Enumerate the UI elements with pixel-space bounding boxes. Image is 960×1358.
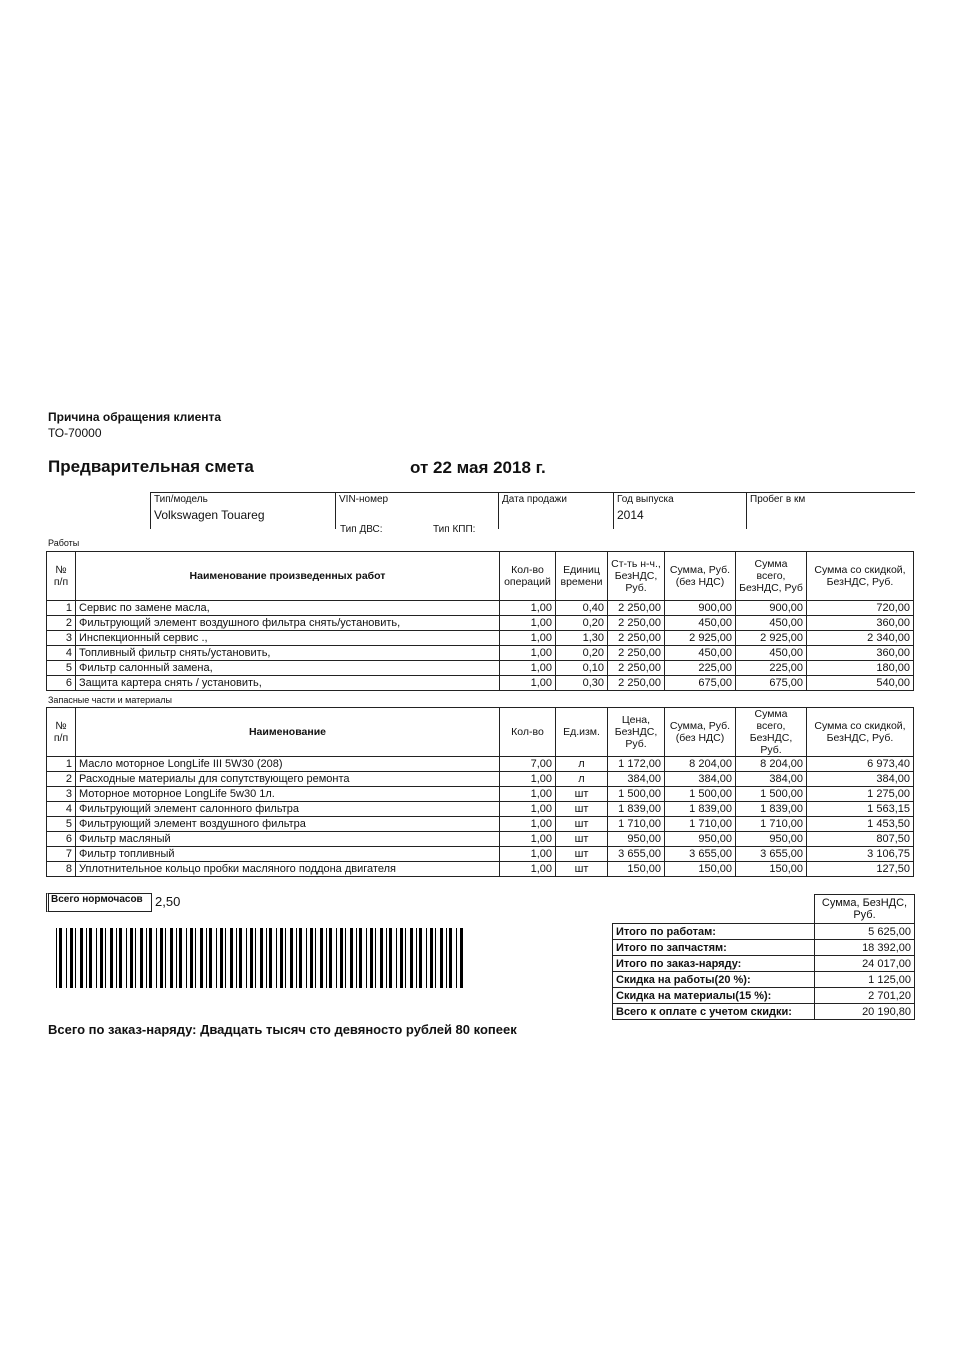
parts-cell: 384,00 [736,772,807,787]
barcode-bar [230,928,233,988]
barcode-bar [70,928,73,988]
barcode-bar [386,928,387,988]
parts-cell: 1 [47,757,76,772]
vehicle-info-table [150,492,915,529]
works-cell: 450,00 [736,616,807,631]
parts-cell: 3 655,00 [665,847,736,862]
works-cell: 1 [47,601,76,616]
parts-col-name: Наименование [76,708,500,757]
barcode-bar [280,928,283,988]
works-row [47,661,914,676]
works-cell: 1,00 [500,601,556,616]
parts-cell: 1 275,00 [807,787,914,802]
works-cell: 225,00 [665,661,736,676]
works-cell: Топливный фильтр снять/установить, [76,646,500,661]
totals-value: 18 392,00 [815,940,915,956]
works-cell: 450,00 [736,646,807,661]
parts-cell: 1 453,50 [807,817,914,832]
works-cell: 900,00 [665,601,736,616]
parts-cell: Расходные материалы для сопутствующего ремонта [76,772,500,787]
works-cell: 450,00 [665,616,736,631]
parts-col-qty: Кол-во [500,708,556,757]
works-col-num: № п/п [47,552,76,601]
works-row [47,631,914,646]
barcode-bar [140,928,143,988]
totals-row [613,988,915,1004]
parts-cell: 1 500,00 [608,787,665,802]
barcode-bar [396,928,397,988]
barcode-bar [236,928,237,988]
works-cell: 0,10 [556,661,608,676]
works-header-row [47,552,914,601]
parts-table [46,707,914,877]
parts-cell: 1 500,00 [665,787,736,802]
barcode-image [56,928,466,988]
totals-header: Сумма, БезНДС, Руб. [815,895,915,924]
barcode-bar [86,928,87,988]
parts-col-price: Цена, БезНДС, Руб. [608,708,665,757]
gearbox-type-label: Тип КПП: [433,524,476,535]
parts-cell: 3 106,75 [807,847,914,862]
works-cell: 2 250,00 [608,661,665,676]
barcode-bar [170,928,173,988]
barcode-bar [146,928,147,988]
parts-cell: 6 [47,832,76,847]
parts-cell: 950,00 [608,832,665,847]
works-cell: 0,20 [556,646,608,661]
year-value: 2014 [617,508,644,522]
parts-cell: 807,50 [807,832,914,847]
works-cell: 2 925,00 [665,631,736,646]
barcode-bar [285,928,286,988]
model-value: Volkswagen Touareg [154,508,265,522]
barcode-bar [200,928,203,988]
works-col-total: Сумма всего, БезНДС, Руб [736,552,807,601]
barcode-bar [220,928,223,988]
works-col-time: Единиц времени [556,552,608,601]
barcode-bar [299,928,302,988]
totals-table [612,894,915,1020]
works-cell: 675,00 [736,676,807,691]
hours-label: Всего нормочасов [46,893,152,912]
barcode-bar [75,928,76,988]
totals-label: Итого по заказ-наряду: [613,956,815,972]
works-col-sum: Сумма, Руб. (без НДС) [665,552,736,601]
barcode-bar [405,928,406,988]
works-cell: 2 250,00 [608,616,665,631]
barcode-bar [130,928,133,988]
barcode-bar [176,928,177,988]
totals-value: 1 125,00 [815,972,915,988]
parts-cell: шт [556,862,608,877]
parts-cell: 1,00 [500,787,556,802]
works-cell: 2 340,00 [807,631,914,646]
parts-cell: 1 839,00 [608,802,665,817]
barcode-bar [306,928,307,988]
works-row [47,601,914,616]
works-cell: 1,00 [500,676,556,691]
parts-cell: Фильтрующий элемент воздушного фильтра [76,817,500,832]
totals-label: Всего к оплате с учетом скидки: [613,1004,815,1020]
parts-cell: Уплотнительное кольцо пробки масляного поддона двигателя [76,862,500,877]
barcode-bar [116,928,117,988]
parts-col-unit: Ед.изм. [556,708,608,757]
barcode-bar [195,928,196,988]
totals-row [613,1004,915,1020]
barcode-bar [59,928,62,988]
parts-cell: 1 563,15 [807,802,914,817]
parts-cell: 150,00 [608,862,665,877]
parts-cell: 3 655,00 [736,847,807,862]
works-cell: 180,00 [807,661,914,676]
barcode-bar [186,928,187,988]
barcode-bar [105,928,106,988]
parts-cell: 5 [47,817,76,832]
parts-header-row [47,708,914,757]
works-row [47,616,914,631]
parts-row [47,862,914,877]
totals-row [613,940,915,956]
barcode-bar [276,928,277,988]
parts-cell: 1 500,00 [736,787,807,802]
parts-row [47,832,914,847]
parts-cell: 8 204,00 [736,757,807,772]
barcode-bar [410,928,413,988]
barcode-bar [426,928,427,988]
parts-col-num: № п/п [47,708,76,757]
parts-cell: 950,00 [736,832,807,847]
total-in-words: Всего по заказ-наряду: Двадцать тысяч сто девяносто рублей 80 копеек [48,1022,517,1037]
year-cell [614,493,747,530]
parts-cell: 1,00 [500,832,556,847]
parts-cell: шт [556,832,608,847]
barcode-bar [126,928,127,988]
parts-cell: 150,00 [736,862,807,877]
parts-cell: 150,00 [665,862,736,877]
model-cell [151,493,336,530]
barcode-bar [255,928,256,988]
parts-cell: шт [556,847,608,862]
barcode-bar [340,928,343,988]
sale-date-label: Дата продажи [502,494,567,505]
barcode-bar [370,928,373,988]
barcode-bar [56,928,57,988]
parts-cell: Моторное моторное LongLife 5w30 1л. [76,787,500,802]
year-label: Год выпуска [617,494,674,505]
barcode-bar [260,928,263,988]
parts-cell: 1,00 [500,847,556,862]
barcode-bar [100,928,103,988]
works-cell: 675,00 [665,676,736,691]
barcode-bar [400,928,403,988]
barcode-bar [329,928,332,988]
parts-row [47,847,914,862]
works-cell: 0,40 [556,601,608,616]
parts-cell: 4 [47,802,76,817]
barcode-bar [430,928,433,988]
reason-label: Причина обращения клиента [48,410,222,424]
works-cell: 225,00 [736,661,807,676]
works-cell: 6 [47,676,76,691]
document-title: Предварительная смета [48,457,254,476]
parts-cell: 950,00 [665,832,736,847]
works-cell: 1,30 [556,631,608,646]
barcode-bar [310,928,313,988]
barcode-bar [66,928,67,988]
totals-label: Скидка на работы(20 %): [613,972,815,988]
parts-row [47,772,914,787]
barcode-bar [456,928,457,988]
parts-cell: 3 [47,787,76,802]
parts-cell: шт [556,802,608,817]
parts-cell: л [556,757,608,772]
works-cell: 360,00 [807,616,914,631]
totals-value: 24 017,00 [815,956,915,972]
works-cell: Фильтрующий элемент воздушного фильтра снять/установить, [76,616,500,631]
works-cell: 1,00 [500,631,556,646]
works-cell: 0,30 [556,676,608,691]
parts-cell: 3 655,00 [608,847,665,862]
works-section-label: Работы [48,538,80,548]
works-cell: 1,00 [500,646,556,661]
parts-cell: 384,00 [608,772,665,787]
barcode-bar [366,928,367,988]
barcode-bar [149,928,152,988]
works-col-qty: Кол-во операций [500,552,556,601]
parts-cell: 8 204,00 [665,757,736,772]
parts-cell: шт [556,787,608,802]
parts-section-label: Запасные части и материалы [48,695,172,705]
works-row [47,676,914,691]
barcode-bar [225,928,226,988]
barcode-bar [449,928,452,988]
parts-cell: 1 172,00 [608,757,665,772]
mileage-label: Пробег в км [750,494,806,505]
barcode-bar [419,928,422,988]
works-cell: 2 250,00 [608,601,665,616]
barcode-bar [160,928,163,988]
parts-cell: шт [556,817,608,832]
parts-cell: 384,00 [807,772,914,787]
parts-col-total: Сумма всего, БезНДС, Руб. [736,708,807,757]
parts-cell: 1,00 [500,817,556,832]
works-cell: Инспекционный сервис ., [76,631,500,646]
parts-cell: 1,00 [500,802,556,817]
document-date: от 22 мая 2018 г. [410,458,546,477]
works-cell: 2 [47,616,76,631]
mileage-cell [747,493,916,530]
works-col-rate: Ст-ть н-ч., БезНДС, Руб. [608,552,665,601]
works-cell: 1,00 [500,616,556,631]
parts-cell: 127,50 [807,862,914,877]
works-cell: 0,20 [556,616,608,631]
barcode-bar [435,928,436,988]
works-cell: 2 250,00 [608,631,665,646]
works-col-name: Наименование произведенных работ [76,552,500,601]
barcode-bar [239,928,242,988]
hours-value: 2,50 [155,894,181,909]
barcode-bar [190,928,193,988]
barcode-bar [165,928,166,988]
model-label: Тип/модель [154,494,208,505]
works-cell: 2 925,00 [736,631,807,646]
barcode-bar [326,928,327,988]
works-cell: 2 250,00 [608,646,665,661]
barcode-bar [269,928,272,988]
works-col-discounted: Сумма со скидкой, БезНДС, Руб. [807,552,914,601]
totals-label: Итого по работам: [613,924,815,940]
barcode-bar [209,928,212,988]
works-cell: 3 [47,631,76,646]
parts-cell: л [556,772,608,787]
barcode-bar [216,928,217,988]
works-cell: 5 [47,661,76,676]
parts-cell: 8 [47,862,76,877]
parts-cell: Масло моторное LongLife III 5W30 (208) [76,757,500,772]
parts-cell: Фильтрующий элемент салонного фильтра [76,802,500,817]
vin-label: VIN-номер [339,494,389,505]
works-cell: Сервис по замене масла, [76,601,500,616]
parts-cell: 1 710,00 [665,817,736,832]
barcode-bar [156,928,157,988]
works-cell: 720,00 [807,601,914,616]
barcode-bar [96,928,97,988]
barcode-bar [356,928,357,988]
barcode-bar [416,928,417,988]
parts-cell: 1,00 [500,862,556,877]
barcode-bar [320,928,323,988]
parts-row [47,802,914,817]
barcode-bar [375,928,376,988]
totals-label: Скидка на материалы(15 %): [613,988,815,1004]
works-table [46,551,914,691]
barcode-bar [359,928,362,988]
parts-cell: Фильтр топливный [76,847,500,862]
barcode-bar [389,928,392,988]
totals-row [613,956,915,972]
barcode-bar [315,928,316,988]
barcode-bar [440,928,443,988]
barcode-bar [460,928,463,988]
totals-label: Итого по запчастям: [613,940,815,956]
barcode-bar [266,928,267,988]
barcode-bar [179,928,182,988]
totals-header-row [613,895,915,924]
parts-cell: 1 839,00 [665,802,736,817]
parts-cell: Фильтр масляный [76,832,500,847]
barcode-bar [119,928,122,988]
works-cell: 450,00 [665,646,736,661]
parts-row [47,817,914,832]
totals-row [613,924,915,940]
parts-col-discounted: Сумма со скидкой, БезНДС, Руб. [807,708,914,757]
works-row [47,646,914,661]
engine-type-label: Тип ДВС: [340,524,383,535]
works-cell: 540,00 [807,676,914,691]
works-cell: 1,00 [500,661,556,676]
parts-row [47,757,914,772]
parts-cell: 7,00 [500,757,556,772]
works-cell: 360,00 [807,646,914,661]
barcode-bar [250,928,253,988]
totals-row [613,972,915,988]
barcode-bar [336,928,337,988]
reason-value: ТО-70000 [48,426,102,440]
barcode-bar [89,928,92,988]
barcode-bar [345,928,346,988]
barcode-bar [206,928,207,988]
parts-cell: 384,00 [665,772,736,787]
works-cell: 900,00 [736,601,807,616]
totals-value: 2 701,20 [815,988,915,1004]
barcode-bar [135,928,136,988]
sale-date-cell [499,493,614,530]
barcode-bar [380,928,383,988]
barcode-bar [290,928,293,988]
parts-cell: 6 973,40 [807,757,914,772]
parts-cell: 1 710,00 [608,817,665,832]
barcode-bar [446,928,447,988]
totals-value: 20 190,80 [815,1004,915,1020]
barcode-bar [296,928,297,988]
totals-value: 5 625,00 [815,924,915,940]
parts-cell: 2 [47,772,76,787]
barcode-bar [110,928,113,988]
parts-col-sum: Сумма, Руб. (без НДС) [665,708,736,757]
works-cell: Защита картера снять / установить, [76,676,500,691]
parts-cell: 1 839,00 [736,802,807,817]
barcode-bar [246,928,247,988]
works-cell: 4 [47,646,76,661]
parts-cell: 1,00 [500,772,556,787]
barcode-bar [350,928,353,988]
works-cell: Фильтр салонный замена, [76,661,500,676]
barcode-bar [80,928,83,988]
parts-cell: 7 [47,847,76,862]
works-cell: 2 250,00 [608,676,665,691]
totals-header-blank [613,895,815,924]
parts-cell: 1 710,00 [736,817,807,832]
parts-row [47,787,914,802]
